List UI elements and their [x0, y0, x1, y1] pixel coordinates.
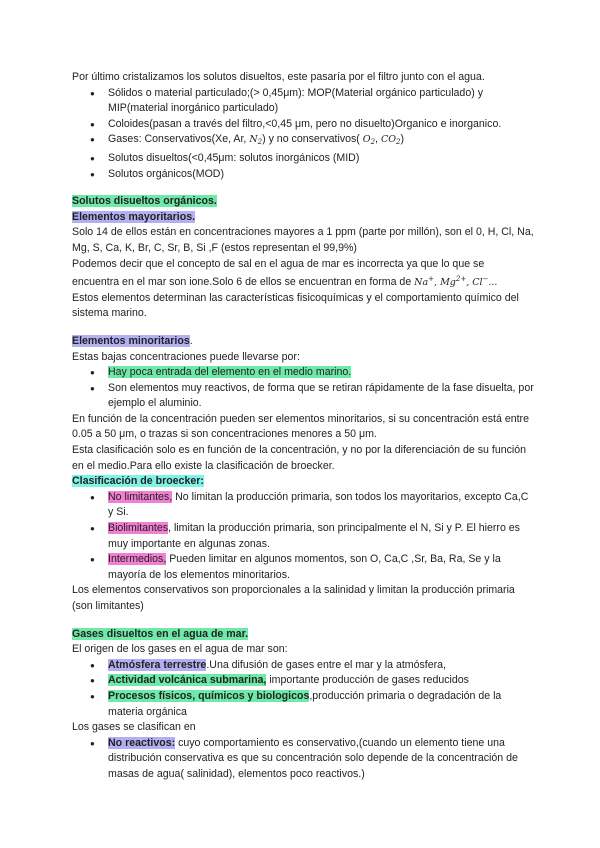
text: ... [488, 276, 498, 289]
superscript: − [482, 275, 489, 284]
list-item [72, 658, 534, 674]
text: Na [414, 277, 429, 289]
paragraph: Podemos decir que el concepto de sal en el agua de mar es incorrecta ya que lo que se encuentra en el mar son ione.Solo 6 de ellos se encuentran en forma de Na+, $Mg^{2+}$, Cl−... [72, 257, 498, 289]
reason-list [72, 365, 534, 412]
list-item [72, 673, 534, 689]
text: CO [380, 134, 396, 146]
intro-paragraph: Por último cristalizamos los solutos disueltos, este pasaría por el filtro junto con el agua. [72, 71, 485, 83]
list-item [72, 521, 534, 552]
paragraph: Los gases se clasifican en [72, 721, 196, 734]
ion-mg [440, 277, 466, 288]
text: , limitan la producción primaria, son principalmente el N, Si y P. El hierro es muy importante en algunas zonas. [108, 522, 520, 550]
section-title [72, 194, 534, 210]
origin-list [72, 658, 534, 720]
term: Biolimitantes [108, 522, 169, 535]
paragraph: Estas bajas concentraciones puede llevarse por: [72, 350, 300, 363]
paragraph: El origen de los gases en el agua de mar son: [72, 643, 288, 656]
paragraph: Estos elementos determinan las características fisicoquímicas y el comportamiento químico del sistema marino. [72, 291, 519, 320]
gas-class-list [72, 736, 534, 783]
section-subtitle [72, 334, 534, 350]
list-item [72, 132, 534, 151]
term: Atmósfera terrestre [108, 658, 207, 671]
list-item: ● Son elementos muy reactivos, de forma que se retiran rápidamente de la fase disuelta, por ejemplo el aluminio. [72, 381, 534, 412]
term: Actividad volcánica submarina, [108, 674, 267, 687]
text: Mg [440, 277, 456, 289]
text: . [189, 334, 193, 347]
list-item [72, 365, 534, 381]
section-title-text: Solutos disueltos orgánicos. [72, 195, 217, 208]
ion-na [414, 277, 434, 288]
broecker-title-text: Clasificación de broecker: [72, 475, 204, 488]
section-subtitle [72, 210, 534, 226]
superscript: 2+ [455, 275, 467, 284]
list-item: ● Coloides(pasan a través del filtro,<0,45 μm, pero no disuelto)Organico e inorganico. [72, 117, 534, 133]
list-item [72, 490, 534, 521]
term: Intermedios, [108, 553, 167, 566]
section-subtitle-text: Elementos mayoritarios. [72, 210, 196, 223]
paragraph: Los elementos conservativos son proporcionales a la salinidad y limitan la producción primaria (son limitantes) [72, 584, 515, 612]
paragraph: Solo 14 de ellos están en concentraciones mayores a 1 ppm (parte por millón), son el 0, H, Cl, Na, Mg, S, Ca, K, Br, C, Sr, B, Si ,F (estos representan el 99,9%) [72, 226, 534, 254]
section-subtitle-text: Elementos minoritarios [72, 334, 190, 347]
paragraph: En función de la concentración pueden ser elementos minoritarios, si su concentración está entre 0.05 a 50 μm, o trazas si son concentraciones menores a 50 μm. [72, 412, 529, 441]
subscript: 2 [257, 138, 263, 147]
formula-co2 [381, 134, 401, 145]
list-item: ● Sólidos o material particulado;(> 0,45μm): MOP(Material orgánico particulado) y MIP(material inorgánico particulado) [72, 86, 534, 117]
term: No reactivos: [108, 736, 176, 749]
term: No limitantes, [108, 490, 173, 503]
text: , [375, 133, 381, 146]
broecker-list [72, 490, 534, 584]
text: Podemos decir que el concepto de sal en el agua de mar es incorrecta ya que lo que se encuentra en el mar son ione.Solo 6 de ellos se encuentran en forma de [72, 257, 485, 289]
term: Procesos físicos, químicos y biologicos [108, 689, 310, 702]
formula-n2 [249, 134, 262, 145]
text: Pueden limitar en algunos momentos, son O, Ca,C ,Sr, Ba, Ra, Se y la mayoría de los elementos minoritarios. [108, 553, 501, 581]
list-item [72, 736, 534, 783]
subscript: 2 [370, 138, 376, 147]
text: ) [400, 133, 404, 146]
broecker-title [72, 474, 534, 490]
document-page [72, 70, 534, 783]
text: importante producción de gases reducidos [266, 674, 469, 687]
list-item: ● Solutos orgánicos(MOD) [72, 167, 534, 183]
list-item: ● Solutos disueltos(<0,45μm: solutos inorgánicos (MID) [72, 151, 534, 167]
text: ) y no conservativos( [262, 133, 363, 146]
section-title-text: Gases disueltos en el agua de mar. [72, 627, 249, 640]
superscript: + [428, 275, 435, 284]
formula-o2 [363, 134, 375, 145]
section-title [72, 627, 534, 643]
text: Hay poca entrada del elemento en el medio marino. [108, 366, 352, 379]
text: Gases: Conservativos(Xe, Ar, [108, 133, 250, 146]
text: cuyo comportamiento es conservativo,(cuando un elemento tiene una distribución conservativa es que su concentración solo depende de la concentración de masas de agua( salinidad), elementos poco reactivos.) [108, 736, 518, 780]
text: .Una difusión de gases entre el mar y la atmósfera, [206, 658, 447, 671]
text: Cl [472, 277, 483, 289]
text: N [249, 134, 258, 146]
list-item [72, 552, 534, 583]
subscript: 2 [396, 138, 401, 147]
text: ,producción primaria o degradación de la materia orgánica [108, 689, 502, 718]
text: O [362, 134, 371, 146]
particle-list [72, 86, 534, 183]
paragraph: Esta clasificación solo es en función de la concentración, y no por la diferenciación de su función en el medio.Para ello existe la clasificación de broecker. [72, 444, 527, 472]
list-item [72, 689, 534, 720]
ion-cl [472, 277, 488, 288]
text: No limitan la producción primaria, son todos los mayoritarios, excepto Ca,C y Si. [108, 490, 529, 519]
